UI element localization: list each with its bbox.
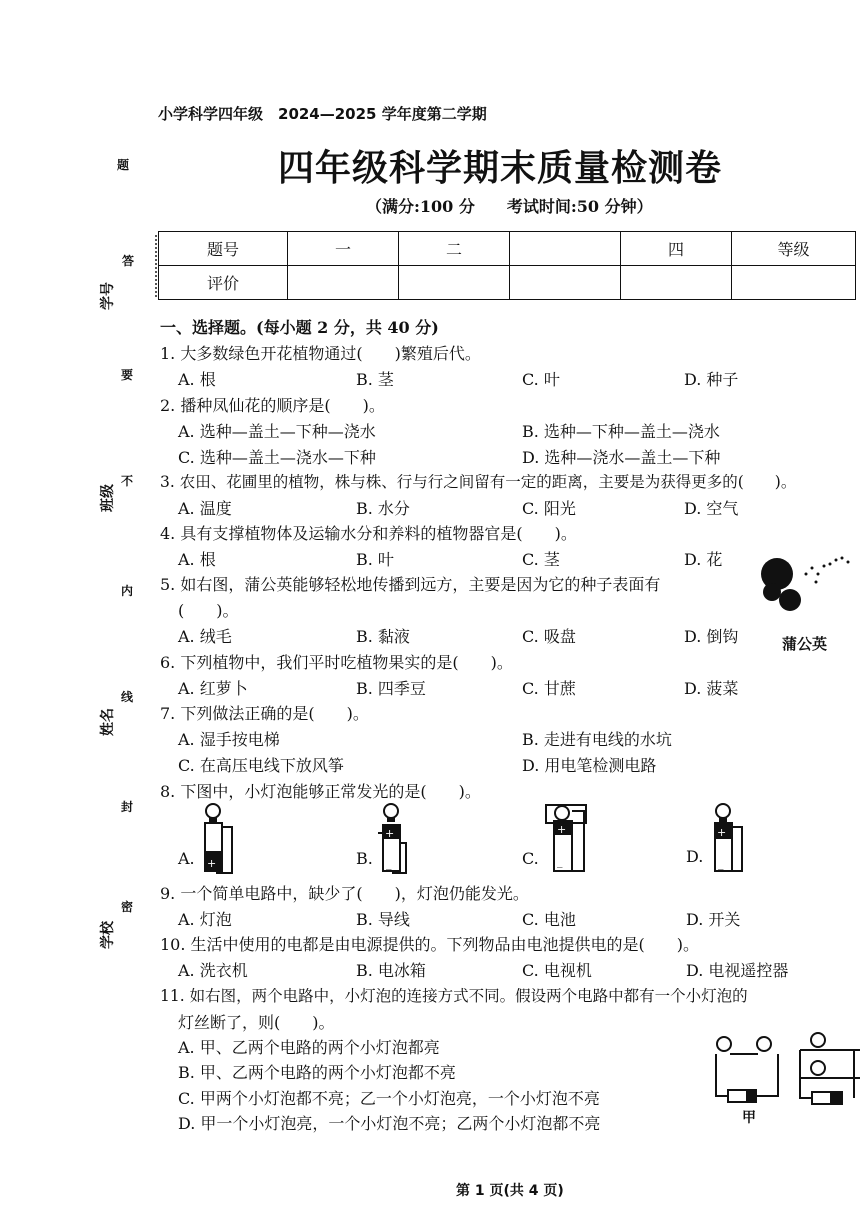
minus-sign: _	[386, 857, 392, 870]
plus-sign: +	[557, 823, 567, 836]
option[interactable]: A.	[178, 849, 195, 868]
option[interactable]: C. 茎	[522, 550, 560, 569]
option[interactable]: C. 电池	[522, 910, 576, 929]
option[interactable]: A. 甲、乙两个电路的两个小灯泡都亮	[178, 1038, 440, 1057]
option[interactable]: A. 绒毛	[178, 627, 232, 646]
exam-header: 小学科学四年级 2024—2025 学年度第二学期	[158, 105, 487, 123]
score-cell: 一	[288, 232, 399, 266]
option[interactable]: A. 根	[178, 370, 216, 389]
option[interactable]: B. 选种—下种—盖土—浇水	[522, 422, 720, 441]
circuit-b-image	[374, 803, 420, 875]
seal-char: 线	[121, 690, 134, 704]
option[interactable]: D. 甲一个小灯泡亮，一个小灯泡不亮；乙两个小灯泡都不亮	[178, 1114, 601, 1133]
seal-char: 题	[117, 158, 130, 172]
option[interactable]: C. 吸盘	[522, 627, 576, 646]
option[interactable]: D.	[686, 847, 704, 866]
plus-sign: +	[207, 857, 217, 870]
question-stem: 8. 下图中，小灯泡能够正常发光的是( )。	[160, 782, 481, 801]
question-stem: 6. 下列植物中，我们平时吃植物果实的是( )。	[160, 653, 513, 672]
seal-char: 不	[121, 474, 134, 488]
option[interactable]: B. 导线	[356, 910, 410, 929]
option[interactable]: B. 电冰箱	[356, 961, 426, 980]
circuit-d-image	[706, 801, 752, 875]
option[interactable]: C. 甲两个小灯泡都不亮；乙一个小灯泡亮，一个小灯泡不亮	[178, 1089, 600, 1108]
sidebar-field-name: 姓名	[100, 708, 116, 736]
option[interactable]: D. 空气	[684, 499, 739, 518]
option[interactable]: C. 电视机	[522, 961, 592, 980]
plus-sign: +	[385, 827, 395, 840]
circuit-c-image	[542, 801, 592, 875]
option[interactable]: B.	[356, 849, 373, 868]
option[interactable]: B. 黏液	[356, 627, 410, 646]
question-stem: 10. 生活中使用的电都是由电源提供的。下列物品由电池提供电的是( )。	[160, 935, 700, 954]
score-cell[interactable]	[732, 266, 856, 300]
dandelion-image	[756, 552, 856, 622]
seal-char: 封	[121, 800, 134, 814]
score-cell: 题号	[159, 232, 288, 266]
score-cell[interactable]	[510, 266, 621, 300]
score-cell: 评价	[159, 266, 288, 300]
exam-subtitle: （满分:100 分 考试时间:50 分钟）	[366, 197, 653, 216]
option[interactable]: D. 花	[684, 550, 723, 569]
option[interactable]: B. 茎	[356, 370, 394, 389]
score-cell	[510, 232, 621, 266]
option[interactable]: C. 甘蔗	[522, 679, 576, 698]
option[interactable]: C. 叶	[522, 370, 560, 389]
score-cell: 二	[399, 232, 510, 266]
option[interactable]: A. 选种—盖土—下种—浇水	[178, 422, 376, 441]
section-heading: 一、选择题。(每小题 2 分，共 40 分)	[160, 318, 439, 337]
circuit-a-image	[196, 803, 242, 875]
option[interactable]: B. 叶	[356, 550, 394, 569]
option[interactable]: D. 用电笔检测电路	[522, 756, 657, 775]
option[interactable]: D. 开关	[686, 910, 741, 929]
score-cell: 四	[621, 232, 732, 266]
option[interactable]: B. 四季豆	[356, 679, 426, 698]
option[interactable]: A. 温度	[178, 499, 232, 518]
score-table-eval-row	[159, 266, 856, 300]
question-stem: 9. 一个简单电路中，缺少了( )，灯泡仍能发光。	[160, 884, 529, 903]
score-table	[158, 231, 856, 300]
option[interactable]: B. 水分	[356, 499, 410, 518]
score-cell[interactable]	[288, 266, 399, 300]
option[interactable]: A. 灯泡	[178, 910, 232, 929]
sidebar-field-student-number: 学号	[100, 282, 116, 310]
seal-char: 内	[121, 584, 134, 598]
question-stem: 2. 播种凤仙花的顺序是( )。	[160, 396, 385, 415]
option[interactable]: A. 洗衣机	[178, 961, 248, 980]
option[interactable]: D. 菠菜	[684, 679, 739, 698]
option[interactable]: A. 湿手按电梯	[178, 730, 280, 749]
question-stem: 3. 农田、花圃里的植物，株与株、行与行之间留有一定的距离，主要是为获得更多的( )。	[160, 473, 797, 491]
option[interactable]: D. 种子	[684, 370, 739, 389]
score-cell[interactable]	[621, 266, 732, 300]
minus-sign: _	[557, 855, 563, 868]
sidebar-field-school: 学校	[100, 921, 116, 949]
score-cell[interactable]	[399, 266, 510, 300]
circuit-jia-label: 甲	[742, 1110, 756, 1126]
exam-title: 四年级科学期末质量检测卷	[278, 147, 723, 189]
question-stem: 1. 大多数绿色开花植物通过( )繁殖后代。	[160, 344, 481, 363]
page-footer: 第 1 页(共 4 页)	[456, 1183, 564, 1199]
question-stem: 4. 具有支撑植物体及运输水分和养料的植物器官是( )。	[160, 524, 577, 543]
minus-sign: _	[718, 857, 724, 870]
option[interactable]: C. 阳光	[522, 499, 576, 518]
circuit-jia-image	[706, 1030, 786, 1112]
question-stem: 11. 如右图，两个电路中，小灯泡的连接方式不同。假设两个电路中都有一个小灯泡的	[160, 987, 748, 1005]
option[interactable]: D. 倒钩	[684, 627, 739, 646]
option[interactable]: B. 甲、乙两个电路的两个小灯泡都不亮	[178, 1063, 456, 1082]
seal-char: 答	[122, 254, 135, 268]
question-stem: 7. 下列做法正确的是( )。	[160, 704, 369, 723]
question-stem-cont: 灯丝断了，则( )。	[178, 1013, 335, 1032]
dandelion-label: 蒲公英	[782, 635, 828, 653]
option[interactable]: C. 选种—盖土—浇水—下种	[178, 448, 376, 467]
option[interactable]: C. 在高压电线下放风筝	[178, 756, 344, 775]
sidebar-field-class: 班级	[100, 484, 116, 512]
score-table-header-row	[159, 232, 856, 266]
option[interactable]: D. 电视遥控器	[686, 961, 789, 980]
seal-char: 要	[121, 368, 134, 382]
score-cell: 等级	[732, 232, 856, 266]
option[interactable]: A. 根	[178, 550, 216, 569]
circuit-yi-image	[792, 1028, 860, 1112]
question-stem: 5. 如右图，蒲公英能够轻松地传播到远方，主要是因为它的种子表面有	[160, 575, 661, 594]
option[interactable]: A. 红萝卜	[178, 679, 248, 698]
option[interactable]: D. 选种—浇水—盖土—下种	[522, 448, 721, 467]
option[interactable]: C.	[522, 849, 539, 868]
seal-char: 密	[121, 900, 134, 914]
option[interactable]: B. 走进有电线的水坑	[522, 730, 672, 749]
question-stem-cont: ( )。	[178, 601, 239, 620]
plus-sign: +	[717, 826, 727, 839]
